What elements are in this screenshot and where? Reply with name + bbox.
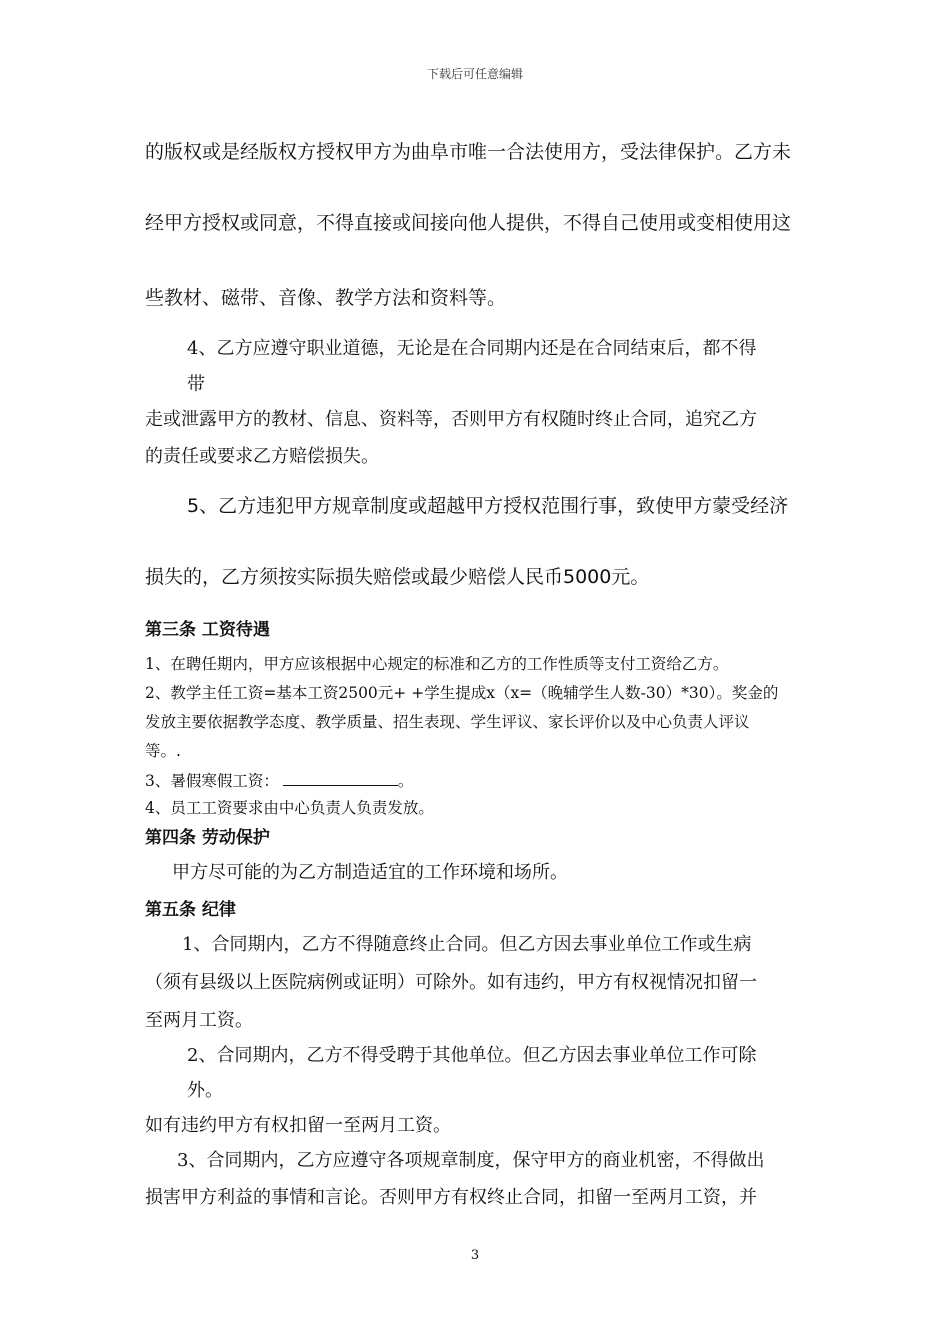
section-heading: 第四条 劳动保护: [145, 828, 270, 848]
paragraph-line: 5、乙方违犯甲方规章制度或超越甲方授权范围行事，致使甲方蒙受经济: [187, 495, 789, 517]
paragraph-line: 1、在聘任期内，甲方应该根据中心规定的标准和乙方的工作性质等支付工资给乙方。: [145, 655, 729, 673]
paragraph-line: 经甲方授权或同意，不得直接或间接向他人提供，不得自己使用或变相使用这: [145, 212, 792, 234]
paragraph-line: 带: [187, 374, 205, 395]
field-end: 。: [397, 772, 414, 790]
paragraph-line: 发放主要依据教学态度、教学质量、招生表现、学生评议、家长评价以及中心负责人评议: [145, 713, 750, 731]
blank-underline: [283, 771, 398, 786]
paragraph-line: 2、合同期内，乙方不得受聘于其他单位。但乙方因去事业单位工作可除: [187, 1045, 757, 1066]
paragraph-line: 损失的，乙方须按实际损失赔偿或最少赔偿人民币5000元。: [145, 566, 650, 588]
paragraph-line: 外。: [187, 1080, 223, 1101]
paragraph-line: （须有县级以上医院病例或证明）可除外。如有违约，甲方有权视情况扣留一: [145, 972, 757, 993]
paragraph-line: 2、教学主任工资=基本工资2500元+ +学生提成x（x=（晚辅学生人数-30）*30）。奖金的: [145, 684, 779, 702]
paragraph-line: [145, 771, 413, 791]
paragraph-line: 3、合同期内，乙方应遵守各项规章制度，保守甲方的商业机密，不得做出: [177, 1150, 765, 1171]
paragraph-line: 1、合同期内，乙方不得随意终止合同。但乙方因去事业单位工作或生病: [182, 934, 752, 955]
paragraph-line: 些教材、磁带、音像、教学方法和资料等。: [145, 287, 507, 309]
paragraph-line: 损害甲方利益的事情和言论。否则甲方有权终止合同，扣留一至两月工资，并: [145, 1187, 757, 1208]
paragraph-line: 的版权或是经版权方授权甲方为曲阜市唯一合法使用方，受法律保护。乙方未: [145, 141, 792, 163]
paragraph-line: 走或泄露甲方的教材、信息、资料等，否则甲方有权随时终止合同，追究乙方: [145, 409, 757, 430]
section-heading: 第五条 纪律: [145, 900, 236, 920]
paragraph-line: 4、员工工资要求由中心负责人负责发放。: [145, 799, 434, 817]
paragraph-line: 4、乙方应遵守职业道德，无论是在合同期内还是在合同结束后，都不得: [187, 338, 757, 359]
paragraph-line: 如有违约甲方有权扣留一至两月工资。: [145, 1115, 451, 1136]
page-number: 3: [470, 1248, 480, 1263]
page-header: 下载后可任意编辑: [426, 67, 523, 81]
section-heading: 第三条 工资待遇: [145, 620, 270, 640]
paragraph-line: 甲方尽可能的为乙方制造适宜的工作环境和场所。: [172, 862, 568, 883]
paragraph-line: 的责任或要求乙方赔偿损失。: [145, 446, 379, 467]
paragraph-line: 至两月工资。: [145, 1010, 253, 1031]
paragraph-line: 等。.: [145, 742, 181, 760]
field-label: 3、暑假寒假工资：: [145, 772, 279, 790]
